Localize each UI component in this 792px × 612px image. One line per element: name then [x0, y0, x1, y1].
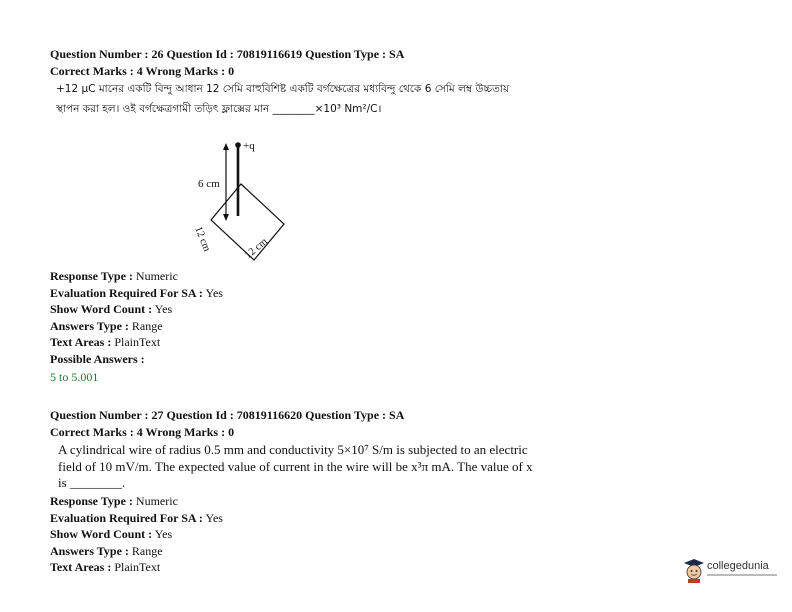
q26-meta [50, 268, 223, 368]
q27-text-line1: A cylindrical wire of radius 0.5 mm and conductivity 5×10⁷ S/m is subjected to an electric [58, 442, 528, 457]
charge-label: +q [243, 140, 255, 152]
q26-header: Question Number : 26 Question Id : 70819116619 Question Type : SA [50, 47, 405, 61]
charge-dot [235, 142, 241, 148]
meta-possible-answers: Possible Answers : [50, 351, 145, 366]
q26-answer: 5 to 5.001 [50, 370, 99, 384]
meta-answers-type: Answers Type : Range [50, 318, 163, 333]
logo-tagline-strip [707, 574, 777, 576]
meta-response-type: Response Type : Numeric [50, 269, 178, 283]
meta-text-areas: Text Areas : PlainText [50, 335, 161, 350]
logo-text: collegedunia [707, 560, 769, 572]
meta-evaluation-required: Evaluation Required For SA : Yes [50, 510, 223, 525]
q26-text-line1: +12 μC মানের একটি বিন্দু আধান 12 সেমি বাহুবিশিষ্ট একটি বর্গক্ষেত্রের মধ্যবিন্দু থেকে 6 সেমি লম্ব উচ্চতায় [56, 83, 510, 95]
q26-diagram [185, 138, 315, 263]
q27-text-line3: is ________. [58, 475, 126, 490]
side-label-left: 12 cm [192, 225, 213, 254]
q27-header: Question Number : 27 Question Id : 70819116620 Question Type : SA [50, 408, 405, 422]
q27-meta [50, 493, 223, 576]
meta-answers-type: Answers Type : Range [50, 543, 163, 558]
collegedunia-logo[interactable] [683, 558, 783, 586]
q27-marks: Correct Marks : 4 Wrong Marks : 0 [50, 425, 235, 439]
meta-evaluation-required: Evaluation Required For SA : Yes [50, 285, 223, 300]
height-arrow-head-up [223, 143, 229, 150]
meta-response-type: Response Type : Numeric [50, 494, 178, 508]
height-label: 6 cm [198, 178, 220, 190]
q27-text-line2: field of 10 mV/m. The expected value of current in the wire will be x³π mA. The value of x [58, 459, 533, 474]
q26-marks: Correct Marks : 4 Wrong Marks : 0 [50, 64, 235, 78]
meta-show-word-count: Show Word Count : Yes [50, 302, 173, 317]
height-arrow-head-down [223, 214, 229, 221]
side-label-right: 12 cm [242, 236, 270, 262]
meta-text-areas: Text Areas : PlainText [50, 560, 161, 575]
meta-show-word-count: Show Word Count : Yes [50, 527, 173, 542]
q26-text-line2: স্থাপন করা হল। ওই বর্গক্ষেত্রগামী তড়িৎ ফ্লাক্সের মান ________×10³ Nm²/C। [56, 103, 382, 115]
graduate-mascot-icon [683, 558, 705, 584]
